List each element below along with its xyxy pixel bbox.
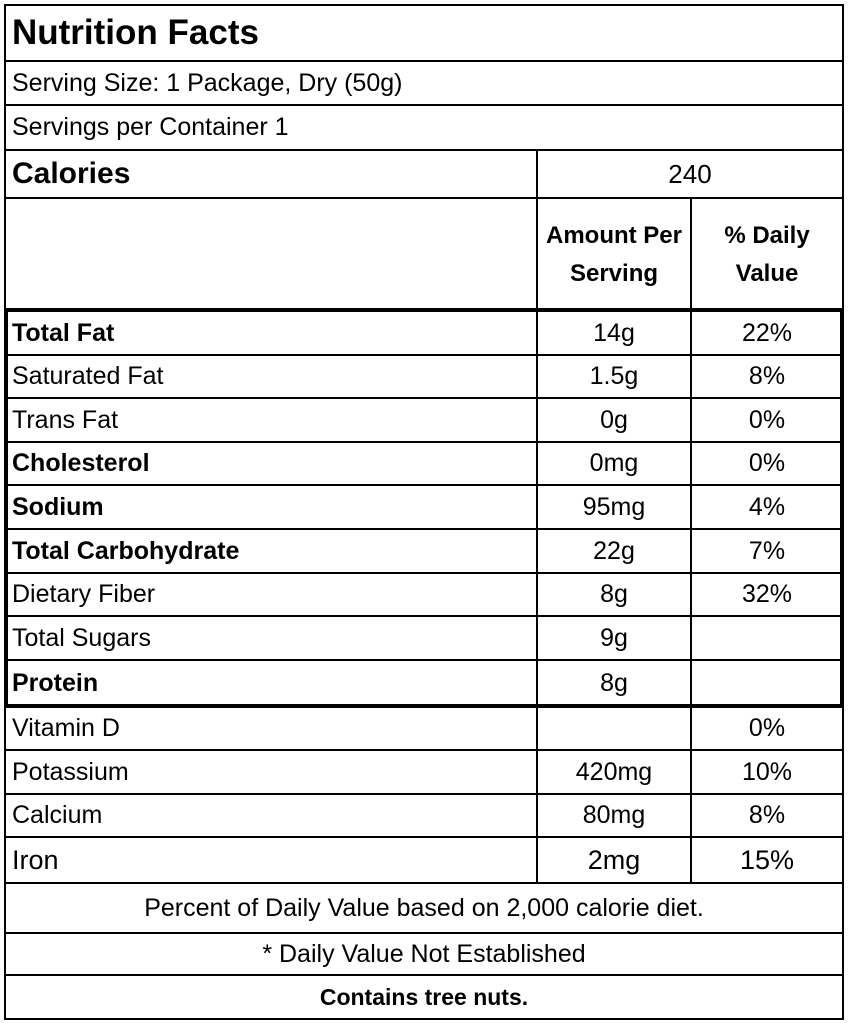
nutrient-name: Total Sugars (12, 623, 151, 652)
serving-size: Serving Size: 1 Package, Dry (50g) (12, 68, 403, 97)
vitamin-name: Iron (12, 844, 59, 875)
nutrient-row-total-carbohydrate (6, 530, 842, 574)
nutrient-name: Saturated Fat (12, 362, 164, 390)
nutrient-row-trans-fat (6, 399, 842, 443)
daily-value-footnote: Percent of Daily Value based on 2,000 calorie diet. (144, 893, 704, 922)
nutrient-daily-value: 4% (748, 492, 786, 521)
not-established-footnote-row (6, 934, 842, 976)
vitamin-daily-value: 0% (748, 714, 786, 742)
vitamin-row-iron (6, 838, 842, 884)
title-row (6, 6, 842, 62)
nutrient-daily-value: 0% (748, 405, 786, 434)
amount-per-serving-header: Amount Per Serving (545, 221, 682, 287)
nutrient-name: Sodium (12, 492, 104, 521)
vitamin-daily-value: 8% (748, 801, 786, 829)
nutrient-daily-value: 7% (748, 536, 786, 565)
serving-size-row (6, 62, 842, 106)
nutrient-daily-value: 22% (741, 318, 793, 347)
nutrient-name: Cholesterol (12, 449, 150, 477)
vitamin-amount: 80mg (582, 801, 646, 829)
nutrient-row-total-fat (6, 312, 842, 356)
allergen-row (6, 976, 842, 1018)
calories-row (6, 151, 842, 199)
calories-label: Calories (12, 157, 131, 190)
nutrient-row-cholesterol (6, 443, 842, 486)
nutrient-name: Protein (12, 669, 99, 697)
nutrient-amount: 22g (593, 536, 635, 565)
nutrient-row-protein (6, 661, 842, 706)
label-title: Nutrition Facts (12, 13, 259, 52)
nutrient-amount: 95mg (582, 492, 646, 521)
not-established-footnote: * Daily Value Not Established (262, 939, 586, 968)
nutrient-row-sodium (6, 486, 842, 530)
vitamin-daily-value: 10% (741, 757, 793, 786)
nutrient-name: Dietary Fiber (12, 580, 156, 608)
vitamin-row-vitamin-d (6, 708, 842, 751)
vitamin-name: Vitamin D (12, 714, 120, 742)
vitamin-row-potassium (6, 751, 842, 795)
nutrient-amount: 1.5g (589, 362, 639, 390)
nutrient-amount: 8g (600, 580, 628, 608)
vitamin-row-calcium (6, 795, 842, 838)
nutrient-amount: 0g (600, 405, 628, 434)
daily-value-header: % Daily Value (724, 221, 810, 287)
column-header-row (6, 199, 842, 310)
daily-value-footnote-row (6, 884, 842, 934)
nutrient-amount: 9g (600, 623, 628, 652)
vitamin-daily-value: 15% (739, 844, 795, 875)
nutrient-row-dietary-fiber (6, 574, 842, 617)
nutrient-name: Trans Fat (12, 405, 119, 434)
nutrient-name: Total Fat (12, 318, 115, 347)
vitamin-name: Potassium (12, 757, 129, 786)
nutrient-amount: 14g (593, 318, 635, 347)
nutrient-daily-value: 32% (741, 580, 793, 608)
servings-per-container: Servings per Container 1 (12, 113, 289, 141)
nutrient-row-total-sugars (6, 617, 842, 661)
nutrient-name: Total Carbohydrate (12, 536, 240, 565)
nutrient-row-saturated-fat (6, 356, 842, 399)
servings-per-container-row (6, 106, 842, 151)
nutrient-daily-value: 0% (748, 449, 786, 477)
allergen-statement: Contains tree nuts. (319, 983, 529, 1010)
nutrition-facts-label (4, 4, 844, 1020)
calories-value: 240 (668, 158, 712, 189)
vitamin-name: Calcium (12, 801, 103, 829)
nutrient-daily-value: 8% (748, 362, 786, 390)
vitamin-amount: 2mg (587, 844, 641, 875)
nutrient-amount: 8g (600, 669, 628, 697)
nutrient-amount: 0mg (589, 449, 639, 477)
vitamin-amount: 420mg (575, 757, 653, 786)
